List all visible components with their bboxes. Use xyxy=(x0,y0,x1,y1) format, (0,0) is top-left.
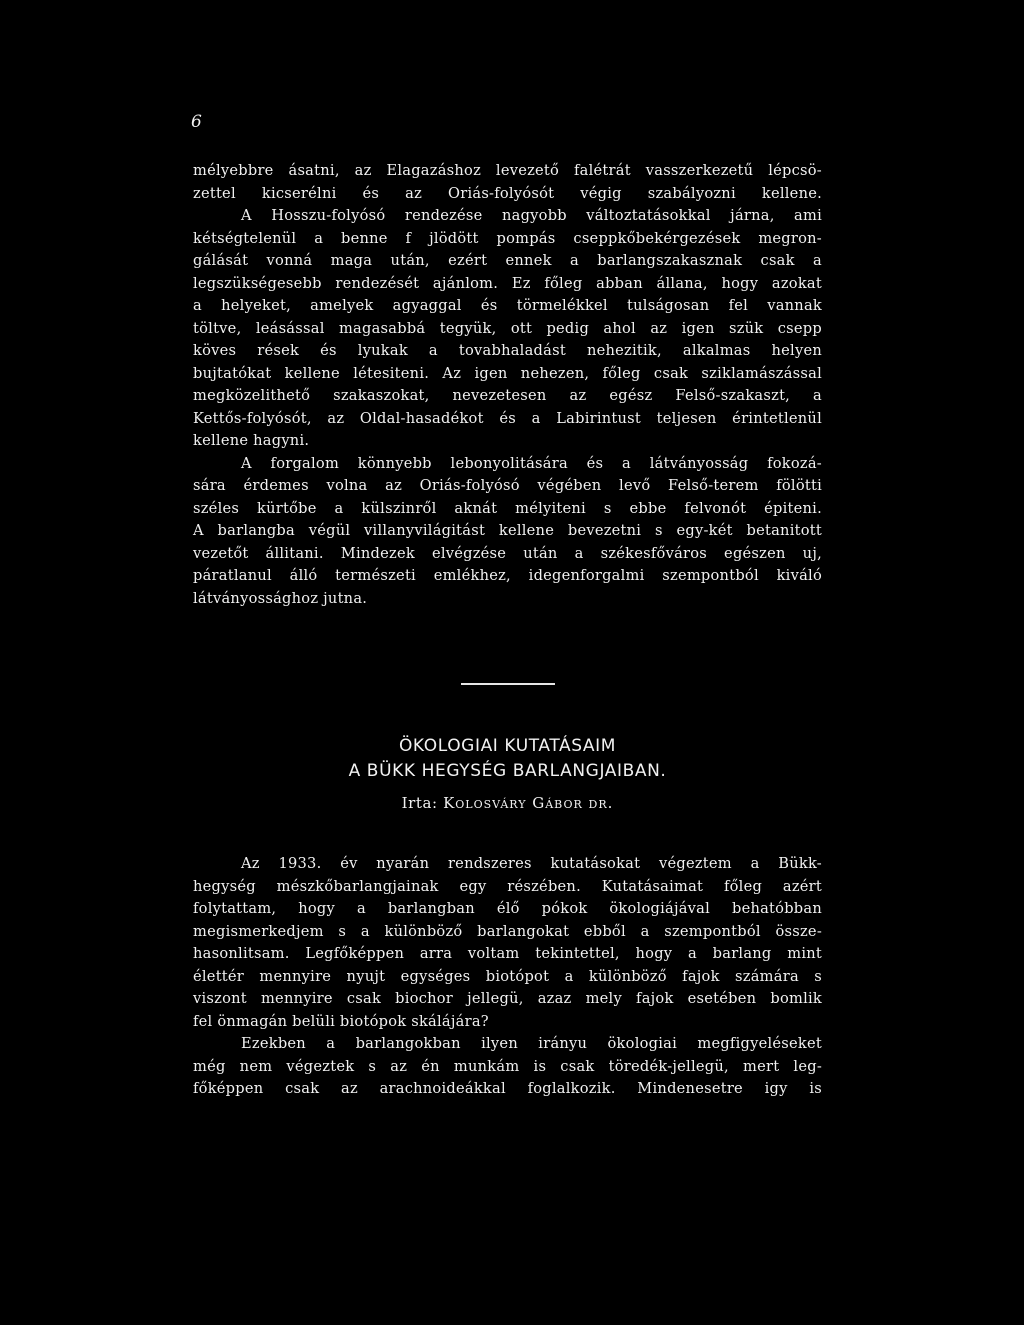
text-line: páratlanul álló természeti emlékhez, idegenforgalmi szempontból kiváló xyxy=(193,567,822,584)
paragraph-block-article xyxy=(193,853,822,1101)
text-line: főképpen csak az arachnoideákkal foglalkozik. Mindenesetre igy is xyxy=(193,1080,822,1097)
article-title-line-2: A BÜKK HEGYSÉG BARLANGJAIBAN. xyxy=(348,761,667,781)
text-line: még nem végeztek s az én munkám is csak töredék-jellegü, mert leg- xyxy=(193,1057,822,1075)
text-line: mélyebbre ásatni, az Elagazáshoz levezető falétrát vasszerkezetű lépcsö- xyxy=(193,162,822,179)
page-number: 6 xyxy=(191,112,202,132)
text-line: folytattam, hogy a barlangban élő pókok ökologiájával behatóbban xyxy=(193,900,822,917)
text-line: megismerkedjem s a különböző barlangokat ebből a szempontból össze- xyxy=(193,922,822,940)
text-line: hasonlitsam. Legfőképpen arra voltam tekintettel, hogy a barlang mint xyxy=(193,945,822,962)
text-line: viszont mennyire csak biochor jellegü, azaz mely fajok esetében bomlik xyxy=(193,990,822,1007)
text-line: kellene hagyni. xyxy=(193,432,310,449)
text-line: kétségtelenül a benne f jlödött pompás cseppkőbekérgezések megron- xyxy=(193,229,822,247)
text-line: Ezekben a barlangokban ilyen irányu ökologiai megfigyeléseket xyxy=(241,1035,822,1052)
text-line: A forgalom könnyebb lebonyolitására és a látványosság fokozá- xyxy=(241,454,822,472)
text-line: bujtatókat kellene létesiteni. Az igen nehezen, főleg csak sziklamászással xyxy=(193,364,822,382)
text-line: Az 1933. év nyarán rendszeres kutatásokat végeztem a Bükk- xyxy=(241,855,822,872)
text-line: élettér mennyire nyujt egységes biotópot a különböző fajok számára s xyxy=(193,967,822,985)
text-line: A barlangba végül villanyvilágitást kellene bevezetni s egy-két betanitott xyxy=(193,522,822,539)
byline-author: Kolosváry Gábor dr. xyxy=(443,794,614,812)
article-byline xyxy=(193,793,822,813)
section-divider xyxy=(461,683,555,685)
text-line: a helyeket, amelyek agyaggal és törmelékkel tulságosan fel vannak xyxy=(193,297,822,314)
byline-prefix: Irta: xyxy=(401,794,438,812)
text-line: töltve, leásással magasabbá tegyük, ott pedig ahol az igen szük csepp xyxy=(193,319,822,337)
text-line: széles kürtőbe a külszinről aknát mélyiteni s ebbe felvonót épiteni. xyxy=(193,499,822,517)
text-line: sára érdemes volna az Oriás-folyósó végében levő Felső-terem fölötti xyxy=(193,477,822,494)
text-line: legszükségesebb rendezését ajánlom. Ez főleg abban állana, hogy azokat xyxy=(193,274,822,292)
paragraph-block-continuation xyxy=(193,160,822,610)
text-line: látványossághoz jutna. xyxy=(193,589,368,607)
text-line: A Hosszu-folyósó rendezése nagyobb változtatásokkal járna, ami xyxy=(241,207,822,224)
text-line: zettel kicserélni és az Oriás-folyósót végig szabályozni kellene. xyxy=(193,184,822,202)
text-line: gálását vonná maga után, ezért ennek a barlangszakasznak csak a xyxy=(193,252,822,269)
text-line: vezetőt állitani. Mindezek elvégzése után a székesfőváros egészen uj, xyxy=(193,544,822,562)
text-line: Kettős-folyósót, az Oldal-hasadékot és a Labirintust teljesen érintetlenül xyxy=(193,409,822,427)
text-line: fel önmagán belüli biotópok skálájára? xyxy=(193,1012,489,1030)
text-line: köves rések és lyukak a tovabhaladást nehezitik, alkalmas helyen xyxy=(193,342,822,359)
text-line: hegység mészkőbarlangjainak egy részében. Kutatásaimat főleg azért xyxy=(193,877,822,895)
article-title-line-1: ÖKOLOGIAI KUTATÁSAIM xyxy=(398,736,617,756)
text-line: megközelithető szakaszokat, nevezetesen az egész Felső-szakaszt, a xyxy=(193,387,822,404)
